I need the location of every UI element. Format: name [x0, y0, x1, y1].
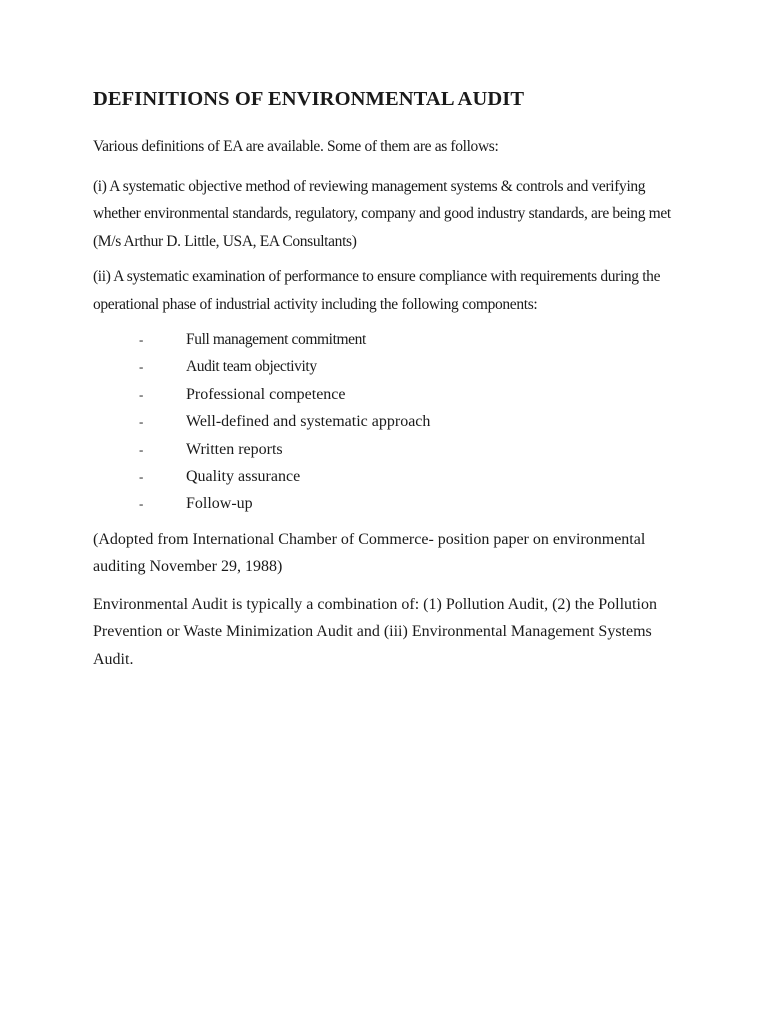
- list-item: [93, 436, 683, 463]
- list-item: [93, 353, 683, 380]
- intro-paragraph: Various definitions of EA are available. Some of them are as follows:: [93, 138, 499, 155]
- list-marker: -: [139, 414, 144, 430]
- list-item: [93, 326, 683, 353]
- source-note-paragraph: (Adopted from International Chamber of Commerce- position paper on environmental auditing November 29, 1988): [93, 530, 646, 576]
- list-item-text: Professional competence: [186, 385, 346, 403]
- list-item-text: Follow-up: [186, 495, 253, 513]
- list-marker: -: [139, 468, 144, 484]
- list-item-text: Written reports: [186, 440, 283, 458]
- definition-1-paragraph: (i) A systematic objective method of reviewing management systems & controls and verifying whether environmental standards, regulatory, company and good industry standards, are being met (M/s Arthur D. Little, USA, EA Consultants): [93, 177, 671, 250]
- definition-2-paragraph: (ii) A systematic examination of performance to ensure compliance with requirements during the operational phase of industrial activity including the following components:: [93, 268, 661, 313]
- closing-paragraph: Environmental Audit is typically a combination of: (1) Pollution Audit, (2) the Pollution Prevention or Waste Minimization Audit and (iii) Environmental Management Systems Audit.: [93, 595, 657, 668]
- list-marker: -: [139, 332, 143, 347]
- components-list: [93, 326, 683, 518]
- list-item: [93, 408, 683, 435]
- list-item: [93, 381, 683, 408]
- list-marker: -: [139, 441, 144, 457]
- list-marker: -: [139, 386, 144, 402]
- list-item-text: Well-defined and systematic approach: [186, 413, 431, 431]
- list-item: [93, 490, 683, 517]
- document-page: [93, 88, 683, 681]
- list-item: [93, 463, 683, 490]
- list-item-text: Audit team objectivity: [186, 358, 317, 376]
- list-item-text: Full management commitment: [186, 331, 366, 348]
- list-item-text: Quality assurance: [186, 467, 301, 485]
- list-marker: -: [139, 359, 143, 375]
- list-marker: -: [139, 496, 144, 512]
- document-title: DEFINITIONS OF ENVIRONMENTAL AUDIT: [93, 88, 525, 110]
